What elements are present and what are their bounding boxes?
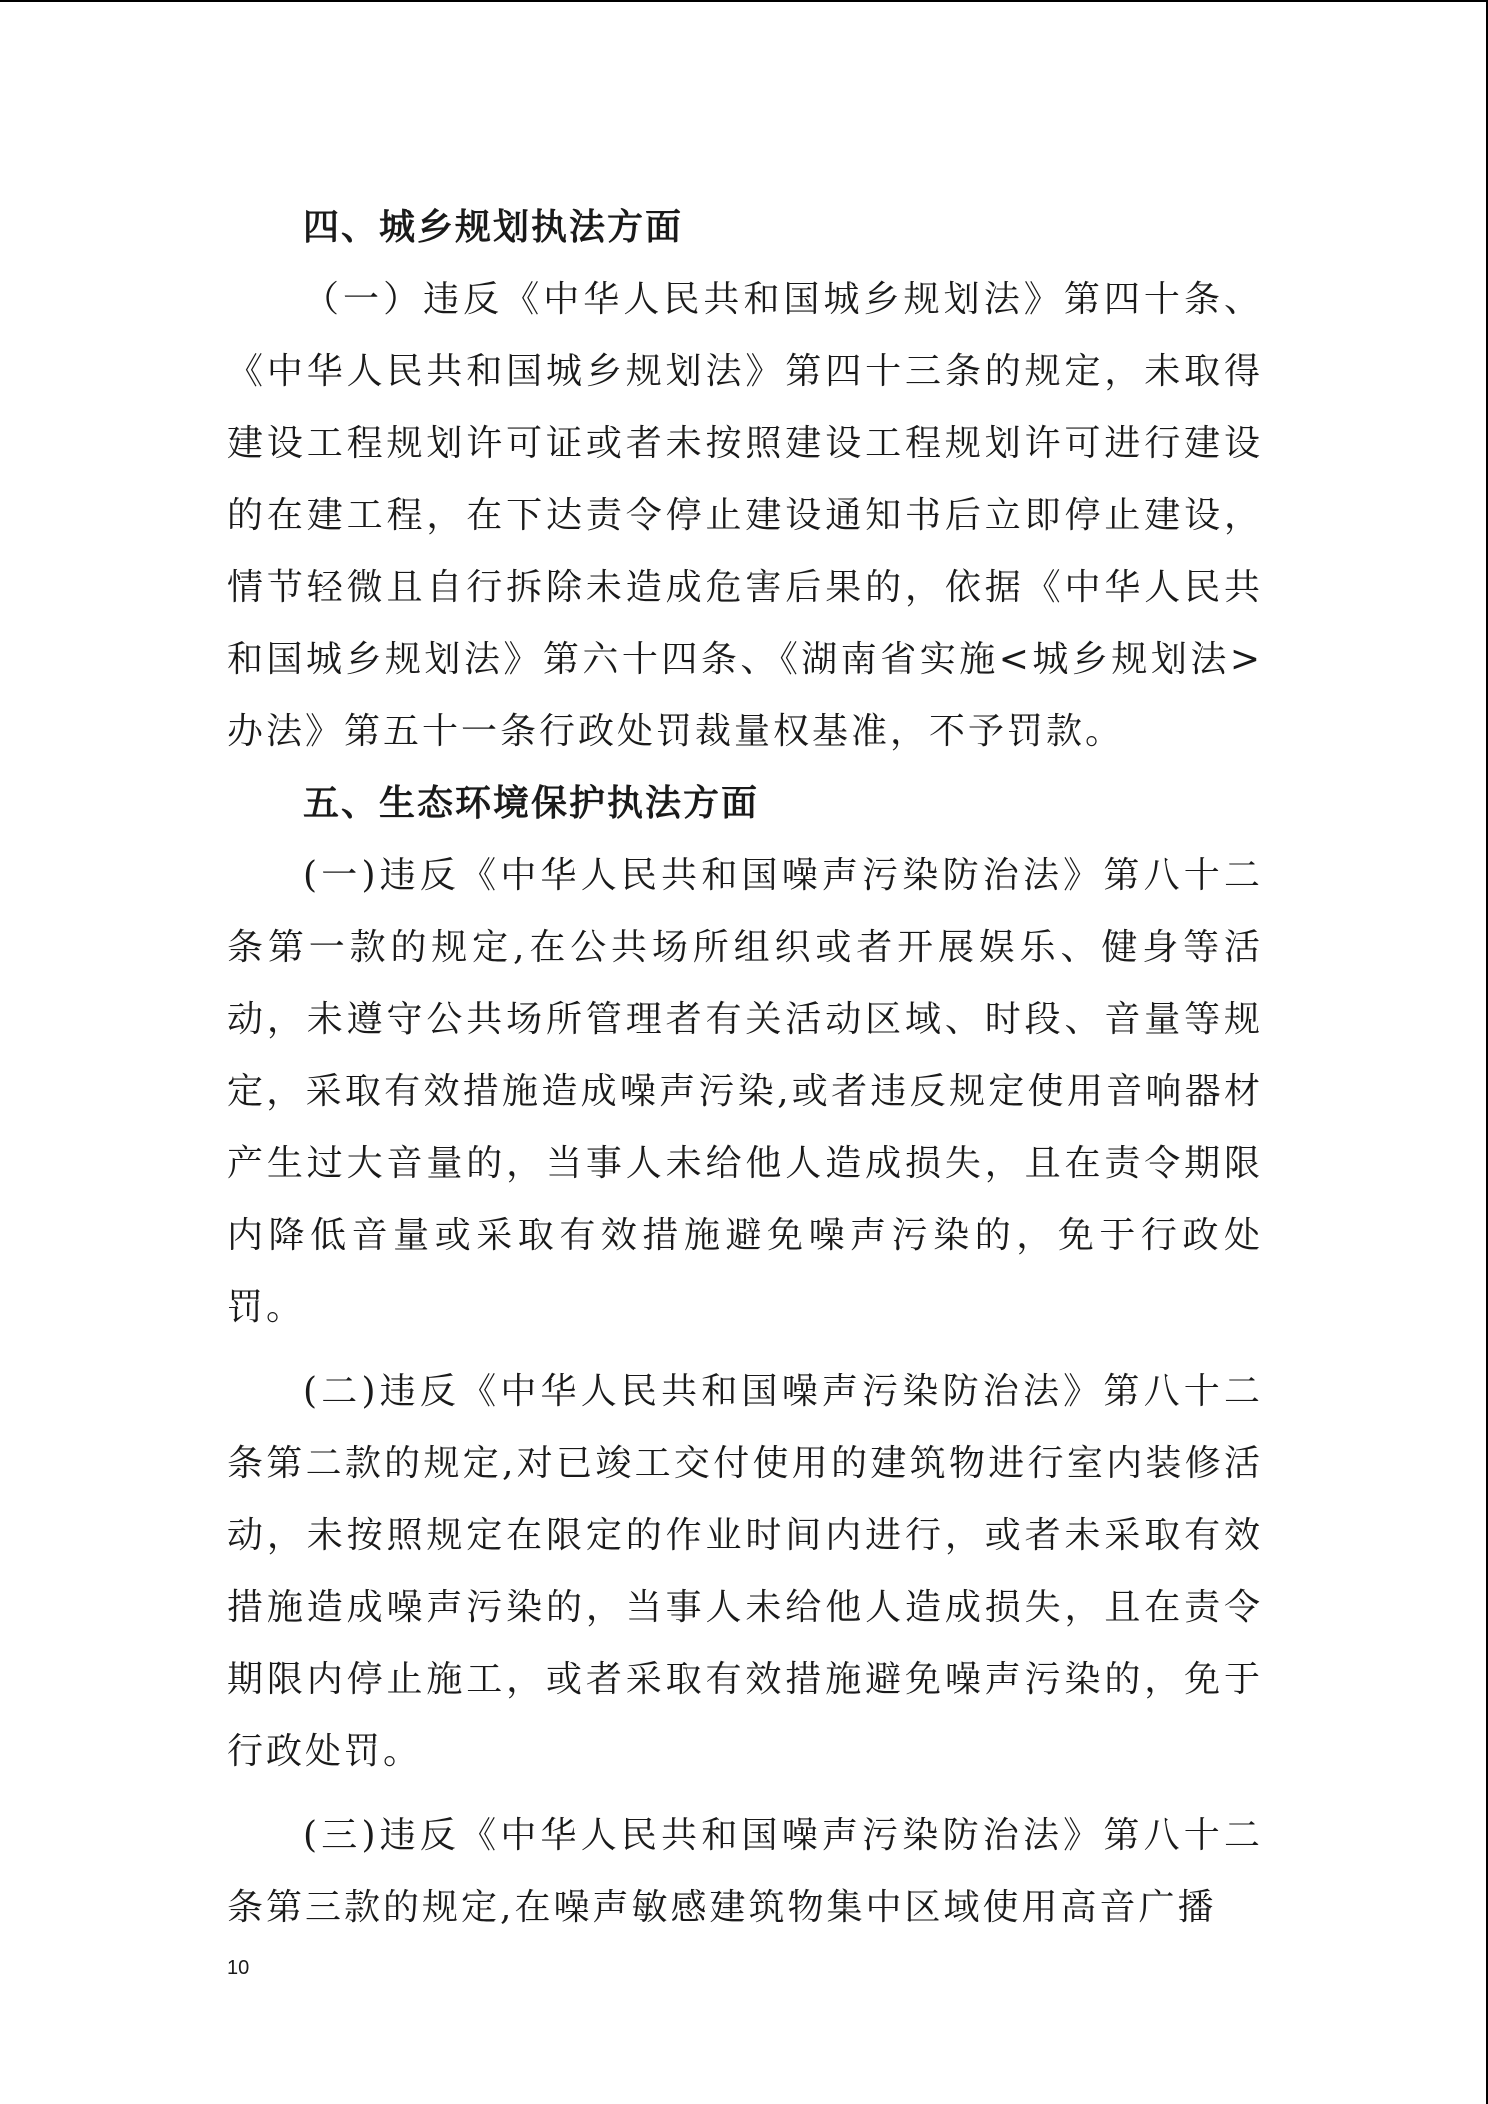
section-heading-environmental-protection: 五、生态环境保护执法方面 — [303, 783, 760, 824]
paragraph-urban-planning-item-1: （一）违反《中华人民共和国城乡规划法》第四十条、《中华人民共和国城乡规划法》第四十三条的规定，未取得建设工程规划许可证或者未按照建设工程规划许可进行建设的在建工程，在下达责令停止建设通知书后立即停止建设，情节轻微且自行拆除未造成危害后果的，依据《中华人民共和国城乡规划法》第六十四条、《湖南省实施<城乡规划法>办法》第五十一条行政处罚裁量权基准，不予罚款。 — [227, 279, 1263, 752]
section-heading-urban-planning: 四、城乡规划执法方面 — [303, 207, 684, 248]
paragraph-noise-item-3: (三)违反《中华人民共和国噪声污染防治法》第八十二条第三款的规定,在噪声敏感建筑物集中区域使用高音广播 — [227, 1815, 1263, 1928]
page-number: 10 — [227, 1957, 250, 1979]
page-content — [227, 192, 1263, 1944]
paragraph-noise-item-1: (一)违反《中华人民共和国噪声污染防治法》第八十二条第一款的规定,在公共场所组织或者开展娱乐、健身等活动，未遵守公共场所管理者有关活动区域、时段、音量等规定，采取有效措施造成噪声污染,或者违反规定使用音响器材产生过大音量的，当事人未给他人造成损失，且在责令期限内降低音量或采取有效措施避免噪声污染的，免于行政处罚。 — [227, 855, 1263, 1328]
paragraph-noise-item-2: (二)违反《中华人民共和国噪声污染防治法》第八十二条第二款的规定,对已竣工交付使用的建筑物进行室内装修活动，未按照规定在限定的作业时间内进行，或者未采取有效措施造成噪声污染的，当事人未给他人造成损失，且在责令期限内停止施工，或者采取有效措施避免噪声污染的，免于行政处罚。 — [227, 1371, 1263, 1772]
